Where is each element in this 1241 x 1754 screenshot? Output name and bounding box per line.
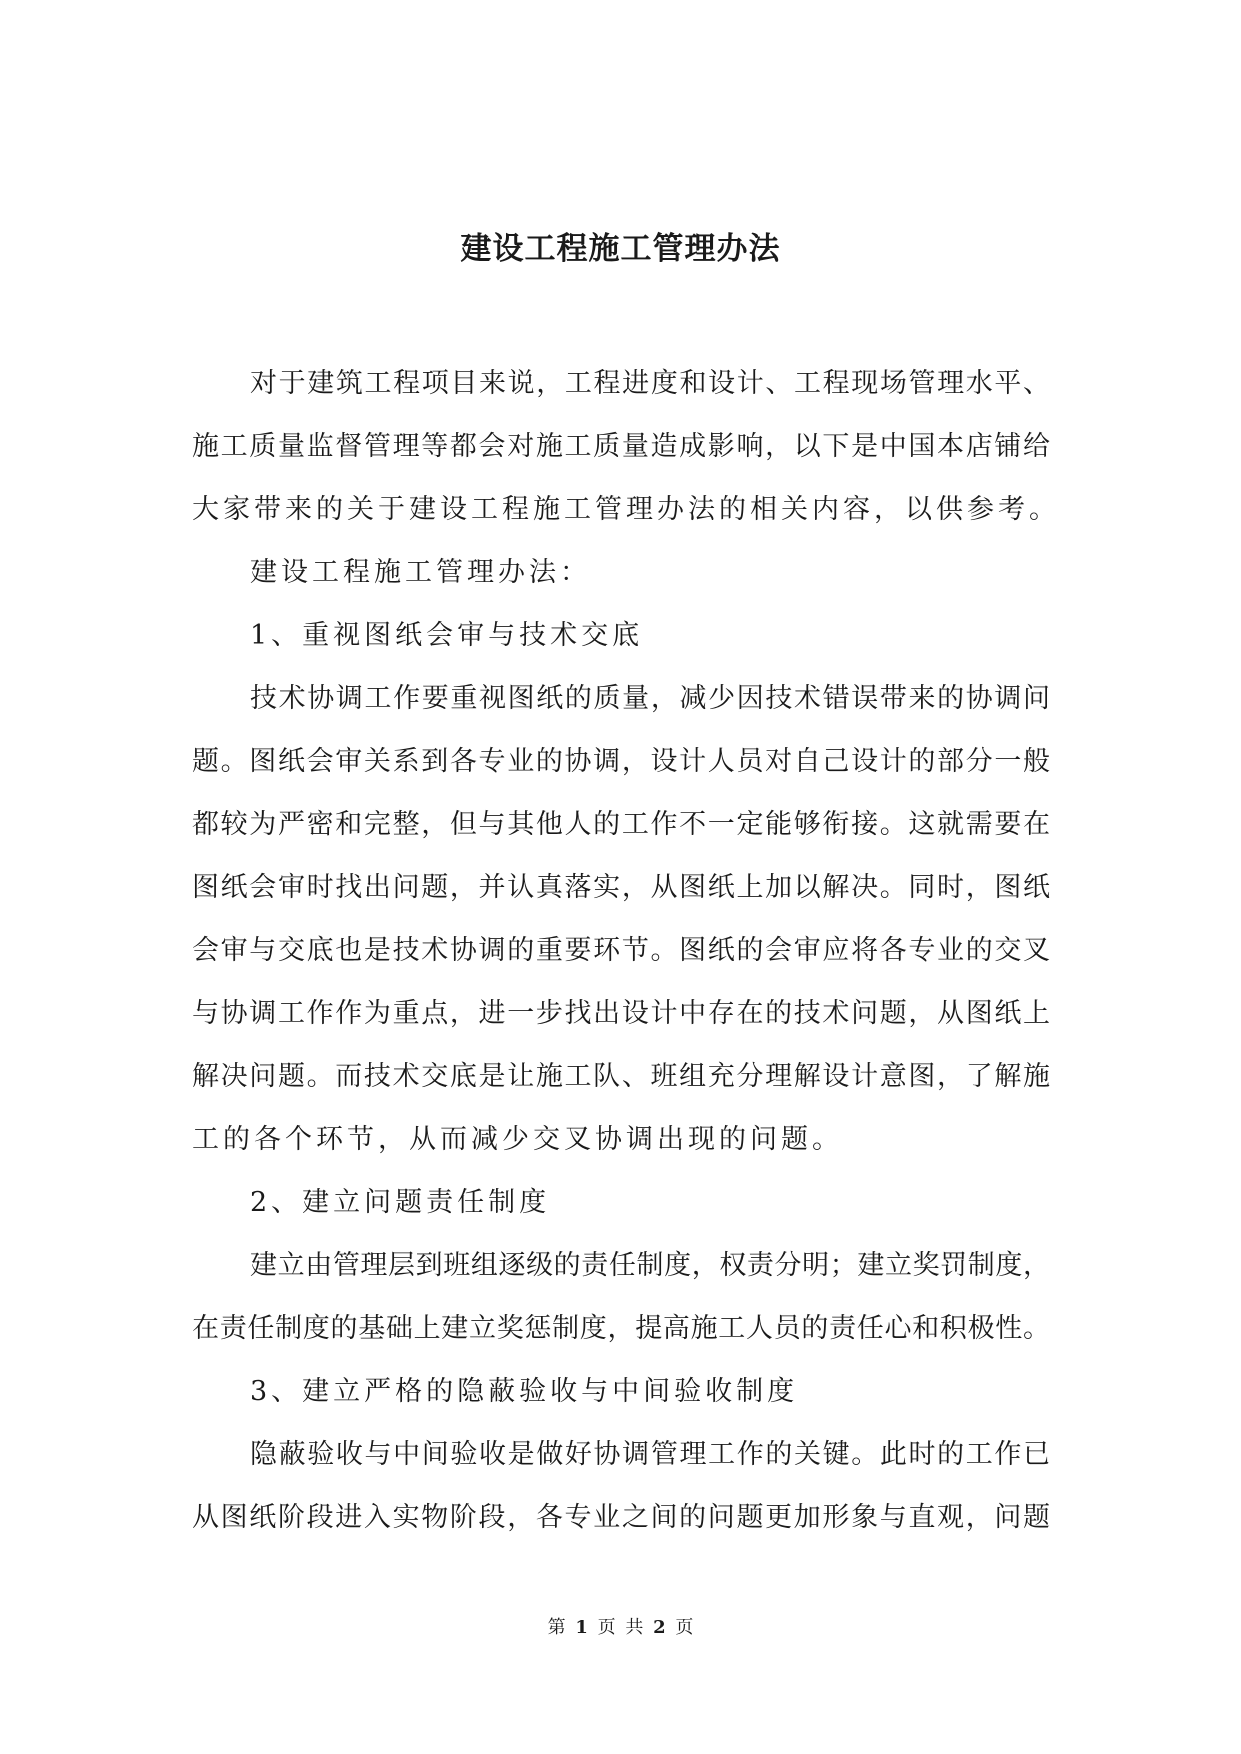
paragraph-line: 工的各个环节，从而减少交叉协调出现的问题。 [192,1124,843,1155]
paragraph-line: 建立由管理层到班组逐级的责任制度，权责分明；建立奖罚制度， [250,1250,1050,1281]
paragraph-line: 图纸会审时找出问题，并认真落实，从图纸上加以解决。同时，图纸 [192,872,1050,903]
section-heading: 3、建立严格的隐蔽验收与中间验收制度 [250,1376,799,1407]
section-heading: 2、建立问题责任制度 [250,1187,551,1218]
paragraph-line: 隐蔽验收与中间验收是做好协调管理工作的关键。此时的工作已 [250,1439,1050,1470]
page-number-footer [0,1614,1241,1642]
total-page-number: 2 [653,1617,666,1638]
paragraph-line: 对于建筑工程项目来说，工程进度和设计、工程现场管理水平、 [250,368,1050,399]
paragraph-line: 从图纸阶段进入实物阶段，各专业之间的问题更加形象与直观，问题 [192,1502,1050,1533]
paragraph-line: 题。图纸会审关系到各专业的协调，设计人员对自己设计的部分一般 [192,746,1050,777]
footer-prefix: 第 [547,1617,566,1638]
paragraph-line: 解决问题。而技术交底是让施工队、班组充分理解设计意图，了解施 [192,1061,1050,1092]
paragraph-line: 与协调工作作为重点，进一步找出设计中存在的技术问题，从图纸上 [192,998,1050,1029]
document-title: 建设工程施工管理办法 [460,231,781,267]
footer-middle: 页 共 [597,1617,644,1638]
paragraph-line: 在责任制度的基础上建立奖惩制度，提高施工人员的责任心和积极性。 [192,1313,1050,1344]
section-heading: 1、重视图纸会审与技术交底 [250,620,644,651]
paragraph-line: 施工质量监督管理等都会对施工质量造成影响，以下是中国本店铺给 [192,431,1050,462]
footer-suffix: 页 [675,1617,694,1638]
paragraph-line: 大家带来的关于建设工程施工管理办法的相关内容，以供参考。 [192,494,1060,525]
paragraph-line: 都较为严密和完整，但与其他人的工作不一定能够衔接。这就需要在 [192,809,1050,840]
document-body [192,352,1060,1549]
paragraph-line: 技术协调工作要重视图纸的质量，减少因技术错误带来的协调问 [250,683,1050,714]
section-heading: 建设工程施工管理办法： [250,557,591,588]
paragraph-line: 会审与交底也是技术协调的重要环节。图纸的会审应将各专业的交叉 [192,935,1050,966]
current-page-number: 1 [575,1617,588,1638]
